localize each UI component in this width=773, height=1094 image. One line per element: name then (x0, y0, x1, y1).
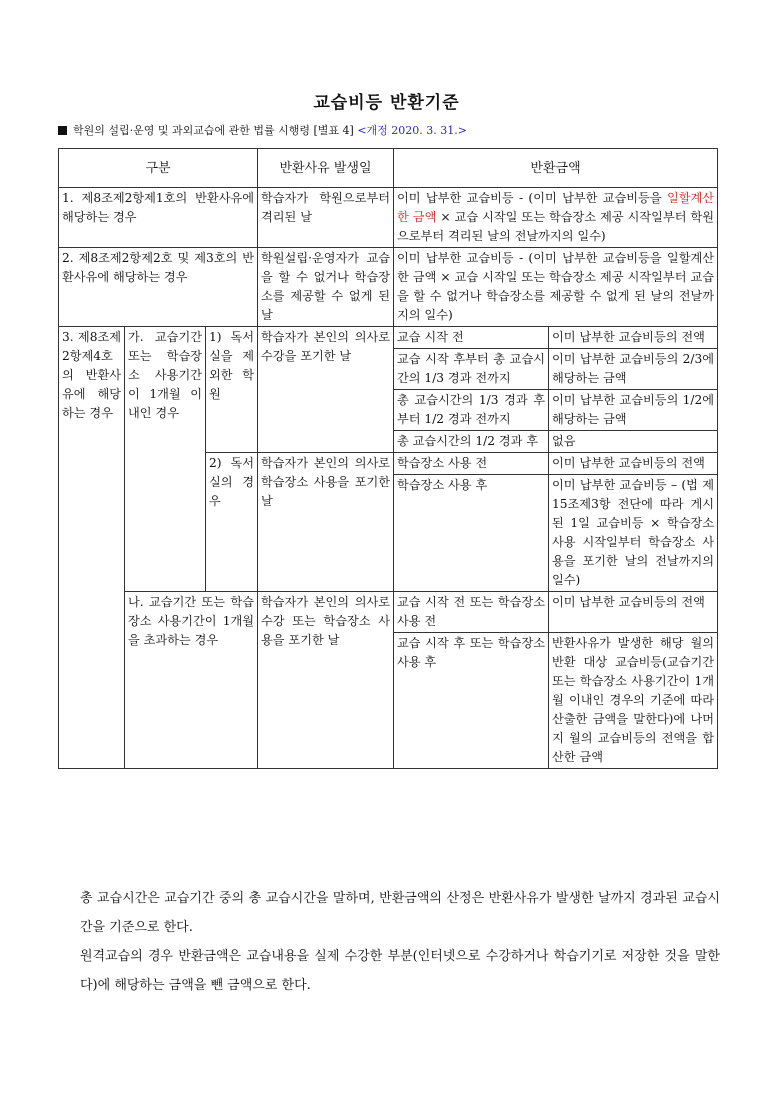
na-when-1: 교습 시작 후 또는 학습장소 사용 후 (394, 633, 549, 769)
ga1-when-1: 교습 시작 후부터 총 교습시간의 1/3 경과 전까지 (394, 349, 549, 390)
ga2-amount-1: 이미 납부한 교습비등 – (법 제15조제3항 전단에 따라 게시된 1일 교습비등 × 학습장소 사용 시작일부터 학습장소 사용을 포기한 날의 전날까지의 일수) (549, 475, 718, 592)
row3-ga1: 1) 독서실을 제외한 학원 (206, 327, 258, 453)
table-row (59, 327, 718, 349)
refund-table (58, 148, 718, 769)
header-date: 반환사유 발생일 (258, 149, 394, 188)
row3-category: 3. 제8조제2항제4호의 반환사유에 해당하는 경우 (59, 327, 125, 769)
row1-amount (394, 188, 718, 248)
row3-ga1-date: 학습자가 본인의 의사로 수강을 포기한 날 (258, 327, 394, 453)
row3-na: 나. 교습기간 또는 학습장소 사용기간이 1개월을 초과하는 경우 (125, 592, 258, 769)
square-bullet-icon (58, 126, 67, 135)
na-when-0: 교습 시작 전 또는 학습장소 사용 전 (394, 592, 549, 633)
ga2-when-1: 학습장소 사용 후 (394, 475, 549, 592)
ga1-when-3: 총 교습시간의 1/2 경과 후 (394, 431, 549, 453)
header-category: 구분 (59, 149, 258, 188)
row3-ga: 가. 교습기간 또는 학습장소 사용기간이 1개월 이내인 경우 (125, 327, 206, 592)
row2-category: 2. 제8조제2항제2호 및 제3호의 반환사유에 해당하는 경우 (59, 248, 258, 327)
row1-amount-post: × 교습 시작일 또는 학습장소 제공 시작일부터 학원으로부터 격리된 날의 전날까지의 일수) (397, 210, 715, 243)
row2-amount: 이미 납부한 교습비등 - (이미 납부한 교습비등을 일할계산한 금액 × 교습 시작일 또는 학습장소 제공 시작일부터 교습을 할 수 없거나 학습장소를 제공할 수 없게 된 날의 전날까지의 일수) (394, 248, 718, 327)
subtitle (58, 122, 467, 138)
ga1-amount-3: 없음 (549, 431, 718, 453)
table-header-row (59, 149, 718, 188)
ga1-amount-0: 이미 납부한 교습비등의 전액 (549, 327, 718, 349)
table-row (59, 188, 718, 248)
ga1-when-0: 교습 시작 전 (394, 327, 549, 349)
header-amount: 반환금액 (394, 149, 718, 188)
table-row (59, 248, 718, 327)
row2-date: 학원설립·운영자가 교습을 할 수 없거나 학습장소를 제공할 수 없게 된 날 (258, 248, 394, 327)
ga1-when-2: 총 교습시간의 1/3 경과 후부터 1/2 경과 전까지 (394, 390, 549, 431)
revision-date: <개정 2020. 3. 31.> (357, 124, 467, 137)
page-title: 교습비등 반환기준 (313, 93, 460, 113)
subtitle-text: 학원의 설립·운영 및 과외교습에 관한 법률 시행령 [별표 4] (73, 124, 354, 137)
row3-na-date: 학습자가 본인의 의사로 수강 또는 학습장소 사용을 포기한 날 (258, 592, 394, 769)
footnote: 원격교습의 경우 반환금액은 교습내용을 실제 수강한 부분(인터넷으로 수강하거나 학습기기로 저장한 것을 말한다)에 해당하는 금액을 뺀 금액으로 한다. (80, 949, 720, 993)
na-amount-1: 반환사유가 발생한 해당 월의 반환 대상 교습비등(교습기간 또는 학습장소 사용기간이 1개월 이내인 경우의 기준에 따라 산출한 금액을 말한다)에 나머지 월의 교습비등의 전액을 합산한 금액 (549, 633, 718, 769)
row1-date: 학습자가 학원으로부터 격리된 날 (258, 188, 394, 248)
row3-ga2-date: 학습자가 본인의 의사로 학습장소 사용을 포기한 날 (258, 453, 394, 592)
ga1-amount-2: 이미 납부한 교습비등의 1/2에 해당하는 금액 (549, 390, 718, 431)
ga2-when-0: 학습장소 사용 전 (394, 453, 549, 475)
row3-ga2: 2) 독서실의 경우 (206, 453, 258, 592)
row1-amount-pre: 이미 납부한 교습비등 - (이미 납부한 교습비등을 (397, 191, 667, 205)
footnote: 총 교습시간은 교습기간 중의 총 교습시간을 말하며, 반환금액의 산정은 반환사유가 발생한 날까지 경과된 교습시간을 기준으로 한다. (80, 891, 720, 935)
ga1-amount-1: 이미 납부한 교습비등의 2/3에 해당하는 금액 (549, 349, 718, 390)
row1-category: 1. 제8조제2항제1호의 반환사유에 해당하는 경우 (59, 188, 258, 248)
row1-amount-highlight: 일할계산한 금액 (397, 191, 715, 224)
footnotes (80, 884, 720, 1000)
na-amount-0: 이미 납부한 교습비등의 전액 (549, 592, 718, 633)
ga2-amount-0: 이미 납부한 교습비등의 전액 (549, 453, 718, 475)
table-row (59, 592, 718, 633)
